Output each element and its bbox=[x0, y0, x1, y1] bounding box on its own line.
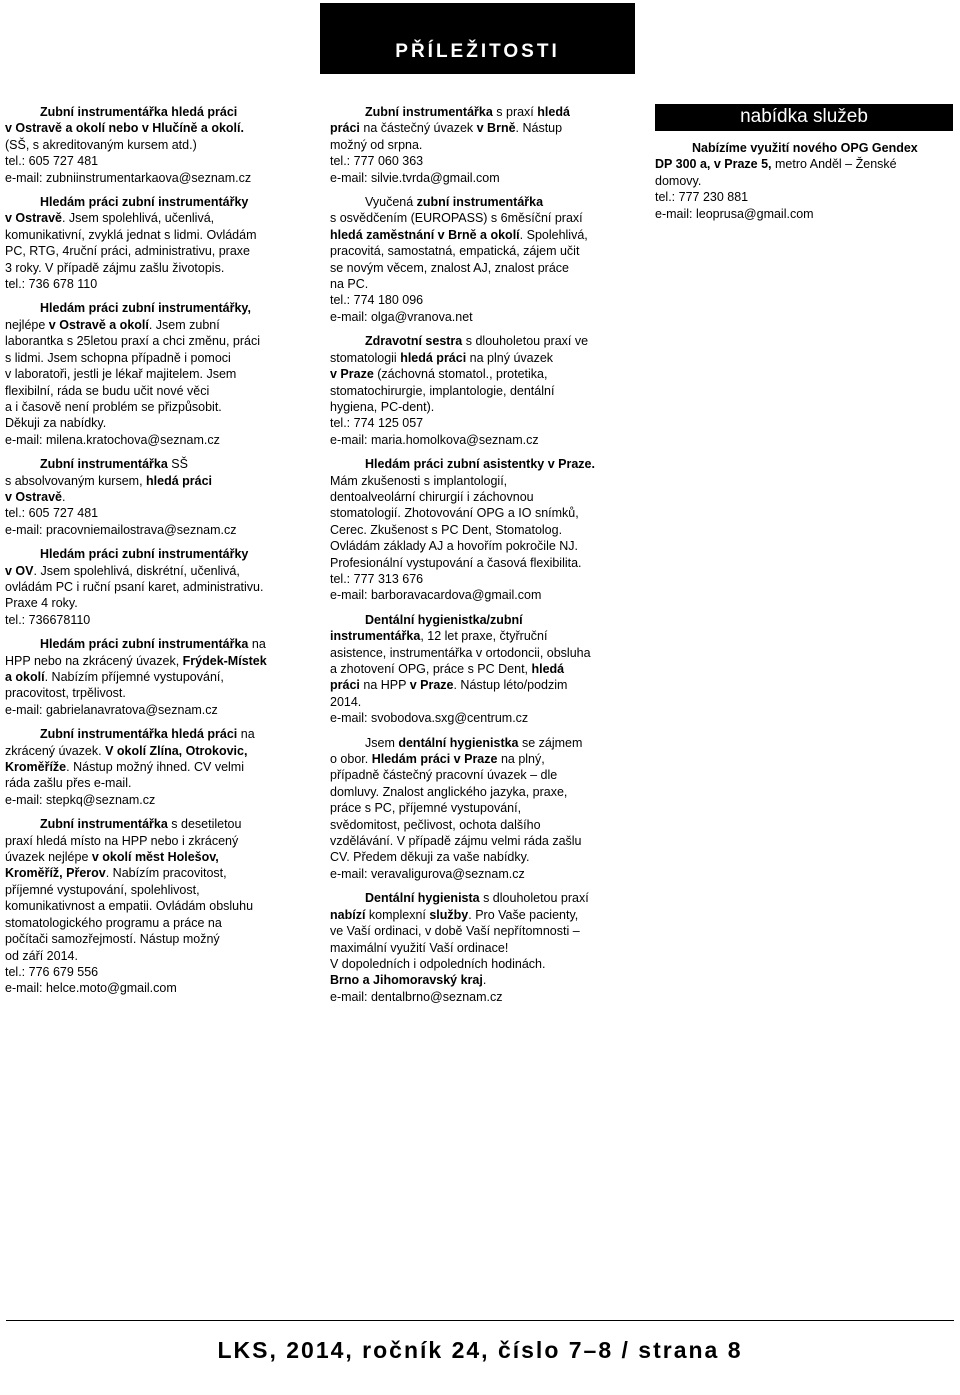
ad-heading: Zubní instrumentářka bbox=[40, 817, 168, 832]
ad-heading: Nabízíme využití nového OPG Gendex bbox=[692, 141, 918, 155]
section-title: PŘÍLEŽITOSTI bbox=[395, 40, 560, 62]
classified-ad: Hledám práci zubní instrumentářka na HPP nebo na zkrácený úvazek, Frýdek-Místek a okolí. Nabízím příjemné vystupování, pracovitost, trpělivost. e-mail: gabrielanavratova@seznam.cz bbox=[5, 636, 310, 718]
ad-email: e-mail: milena.kratochova@seznam.cz bbox=[5, 432, 220, 447]
ad-phone: tel.: 605 727 481 bbox=[5, 154, 99, 169]
ad-email: e-mail: silvie.tvrda@gmail.com bbox=[330, 170, 500, 185]
ad-heading: Zdravotní sestra bbox=[365, 334, 463, 349]
ad-email: e-mail: barboravacardova@gmail.com bbox=[330, 588, 542, 603]
classified-ad: Jsem dentální hygienistka se zájmem o obor. Hledám práci v Praze na plný, případně částečný pracovní úvazek – dle domluvy. Znalost anglického jazyka, praxe, práce s PC, příjemné vystupování, svědomitost, pečlivost, ochota dalšího vzdělávání. V případě zájmu velmi ráda zašlu CV. Předem děkuji za vaše nabídky. e-mail: veravaligurova@seznam.cz bbox=[330, 735, 635, 883]
ad-phone: tel.: 736678110 bbox=[5, 612, 91, 627]
ad-email: e-mail: veravaligurova@seznam.cz bbox=[330, 866, 525, 881]
ad-phone: tel.: 605 727 481 bbox=[5, 506, 99, 521]
classified-ad: Zdravotní sestra s dlouholetou praxí ve stomatologii hledá práci na plný úvazek v Praze (záchovná stomatol., protetika, stomatochirurgie, implantologie, dentální hygiena, PC-dent). tel.: 774 125 057 e-mail: maria.homolkova@seznam.cz bbox=[330, 333, 635, 448]
classified-ad: Vyučená zubní instrumentářka s osvědčením (EUROPASS) s 6měsíční praxí hledá zaměstnání v Brně a okolí. Spolehlivá, pracovitá, samostatná, empatická, zájem učit se novým věcem, znalost AJ, znalost práce na PC. tel.: 774 180 096 e-mail: olga@vranova.net bbox=[330, 194, 635, 325]
section-header bbox=[320, 3, 635, 74]
ad-heading: Zubní instrumentářka hledá práci bbox=[40, 727, 238, 742]
ad-email: e-mail: dentalbrno@seznam.cz bbox=[330, 989, 503, 1004]
ad-phone: tel.: 776 679 556 bbox=[5, 964, 99, 979]
ad-heading: Hledám práci zubní instrumentářky bbox=[40, 195, 249, 210]
ad-phone: tel.: 777 060 363 bbox=[330, 154, 424, 169]
ad-email: e-mail: olga@vranova.net bbox=[330, 309, 473, 324]
ad-heading: Dentální hygienistka/zubní bbox=[365, 612, 523, 627]
ad-email: e-mail: maria.homolkova@seznam.cz bbox=[330, 432, 539, 447]
classified-ad: Zubní instrumentářka SŠ s absolvovaným kursem, hledá práci v Ostravě. tel.: 605 727 481 e-mail: pracovniemailostrava@seznam.cz bbox=[5, 456, 310, 538]
ad-phone: tel.: 777 313 676 bbox=[330, 571, 424, 586]
classified-ad: Hledám práci zubní instrumentářky, nejlépe v Ostravě a okolí. Jsem zubní laborantka s 25letou praxí a chci změnu, práci s lidmi. Jsem schopna případně i pomoci v laboratoři, jestli je lékař majitelem. Jsem flexibilní, ráda se budu učit nové věci a i časově není problém se přizpůsobit. Děkuji za nabídky. e-mail: milena.kratochova@seznam.cz bbox=[5, 300, 310, 448]
page-footer: LKS, 2014, ročník 24, číslo 7–8 / strana 8 bbox=[217, 1337, 743, 1363]
ad-phone: tel.: 777 230 881 bbox=[655, 190, 749, 205]
ad-heading: Hledám práci zubní instrumentářka bbox=[40, 637, 249, 652]
ad-phone: tel.: 774 125 057 bbox=[330, 416, 424, 431]
column-1 bbox=[5, 104, 310, 1005]
ad-email: e-mail: svobodova.sxg@centrum.cz bbox=[330, 711, 529, 726]
ad-heading: Zubní instrumentářka bbox=[365, 105, 493, 119]
footer-divider bbox=[6, 1320, 954, 1321]
classified-ad: Hledám práci zubní instrumentářky v Ostravě. Jsem spolehlivá, učenlivá, komunikativní, zvyklá jednat s lidmi. Ovládám PC, RTG, 4ruční práci, administrativu, praxe 3 roky. V případě zájmu zašlu životopis. tel.: 736 678 110 bbox=[5, 194, 310, 292]
ad-email: e-mail: gabrielanavratova@seznam.cz bbox=[5, 702, 218, 717]
classified-ad: Zubní instrumentářka s desetiletou praxí hledá místo na HPP nebo i zkrácený úvazek nejlépe v okolí měst Holešov, Kroměříž, Přerov. Nabízím pracovitost, příjemné vystupování, spolehlivost, komunikativnost a empatii. Ovládám obsluhu stomatologického programu a práce na počítači samozřejmostí. Nástup možný od září 2014. tel.: 776 679 556 e-mail: helce.moto@gmail.com bbox=[5, 816, 310, 996]
classified-ad: Hledám práci zubní asistentky v Praze. Mám zkušenosti s implantologií, dentoalveolární chirurgií i záchovnou stomatologií. Zhotovování OPG a IO snímků, Cerec. Zkušenost s PC Dent, Stomatolog. Ovládám základy AJ a hovořím pokročile NJ. Profesionální vystupování a časová flexibilita. tel.: 777 313 676 e-mail: barboravacardova@gmail.com bbox=[330, 456, 635, 604]
column-3 bbox=[655, 104, 953, 230]
classified-ad: Zubní instrumentářka s praxí hledá práci na částečný úvazek v Brně. Nástup možný od srpna. tel.: 777 060 363 e-mail: silvie.tvrda@gmail.com bbox=[330, 104, 635, 186]
classified-ad: Dentální hygienista s dlouholetou praxí nabízí komplexní služby. Pro Vaše pacienty, ve Vaší ordinaci, v době Vaší nepřítomnosti – maximální využití Vaší ordinace! V dopoledních i odpoledních hodinách. Brno a Jihomoravský kraj. e-mail: dentalbrno@seznam.cz bbox=[330, 890, 635, 1005]
ad-heading: Hledám práci zubní instrumentářky, bbox=[40, 301, 251, 316]
ad-email: e-mail: pracovniemailostrava@seznam.cz bbox=[5, 522, 237, 537]
classified-ad: Dentální hygienistka/zubní instrumentářka, 12 let praxe, čtyřruční asistence, instrumentářka v ortodoncii, obsluha a zhotovení OPG, práce s PC Dent, hledá práci na HPP v Praze. Nástup léto/podzim 2014. e-mail: svobodova.sxg@centrum.cz bbox=[330, 612, 635, 727]
ad-heading: dentální hygienistka bbox=[398, 735, 519, 750]
column-2 bbox=[330, 104, 635, 1013]
ad-email: e-mail: zubniinstrumentarkaova@seznam.cz bbox=[5, 170, 252, 185]
ad-phone: tel.: 736 678 110 bbox=[5, 277, 98, 292]
classified-ad: Zubní instrumentářka hledá práci na zkrácený úvazek. V okolí Zlína, Otrokovic, Kroměříže. Nástup možný ihned. CV velmi ráda zašlu přes e-mail. e-mail: stepkq@seznam.cz bbox=[5, 726, 310, 808]
ad-email: e-mail: stepkq@seznam.cz bbox=[5, 792, 156, 807]
ad-heading: Dentální hygienista bbox=[365, 891, 480, 906]
classified-ad: Hledám práci zubní instrumentářky v OV. Jsem spolehlivá, diskrétní, učenlivá, ovládám PC i ruční psaní karet, administrativu. Praxe 4 roky. tel.: 736678110 bbox=[5, 546, 310, 628]
ad-heading: Hledám práci zubní asistentky v Praze. bbox=[365, 457, 595, 472]
ad-heading: Hledám práci zubní instrumentářky bbox=[40, 547, 249, 562]
ad-email: e-mail: leoprusa@gmail.com bbox=[655, 206, 814, 221]
classified-ad: Nabízíme využití nového OPG Gendex DP 300 a, v Praze 5, metro Anděl – Ženské domovy. tel.: 777 230 881 e-mail: leoprusa@gmail.com bbox=[655, 140, 953, 222]
services-header: nabídka služeb bbox=[655, 104, 953, 131]
ad-heading: Zubní instrumentářka hledá práci bbox=[40, 105, 238, 119]
classified-ad: Zubní instrumentářka hledá práci v Ostravě a okolí nebo v Hlučíně a okolí. (SŠ, s akreditovaným kursem atd.) tel.: 605 727 481 e-mail: zubniinstrumentarkaova@seznam.cz bbox=[5, 104, 310, 186]
ad-heading: zubní instrumentářka bbox=[416, 195, 544, 210]
ad-heading: Zubní instrumentářka bbox=[40, 457, 168, 472]
ad-email: e-mail: helce.moto@gmail.com bbox=[5, 981, 177, 996]
ad-phone: tel.: 774 180 096 bbox=[330, 293, 424, 308]
